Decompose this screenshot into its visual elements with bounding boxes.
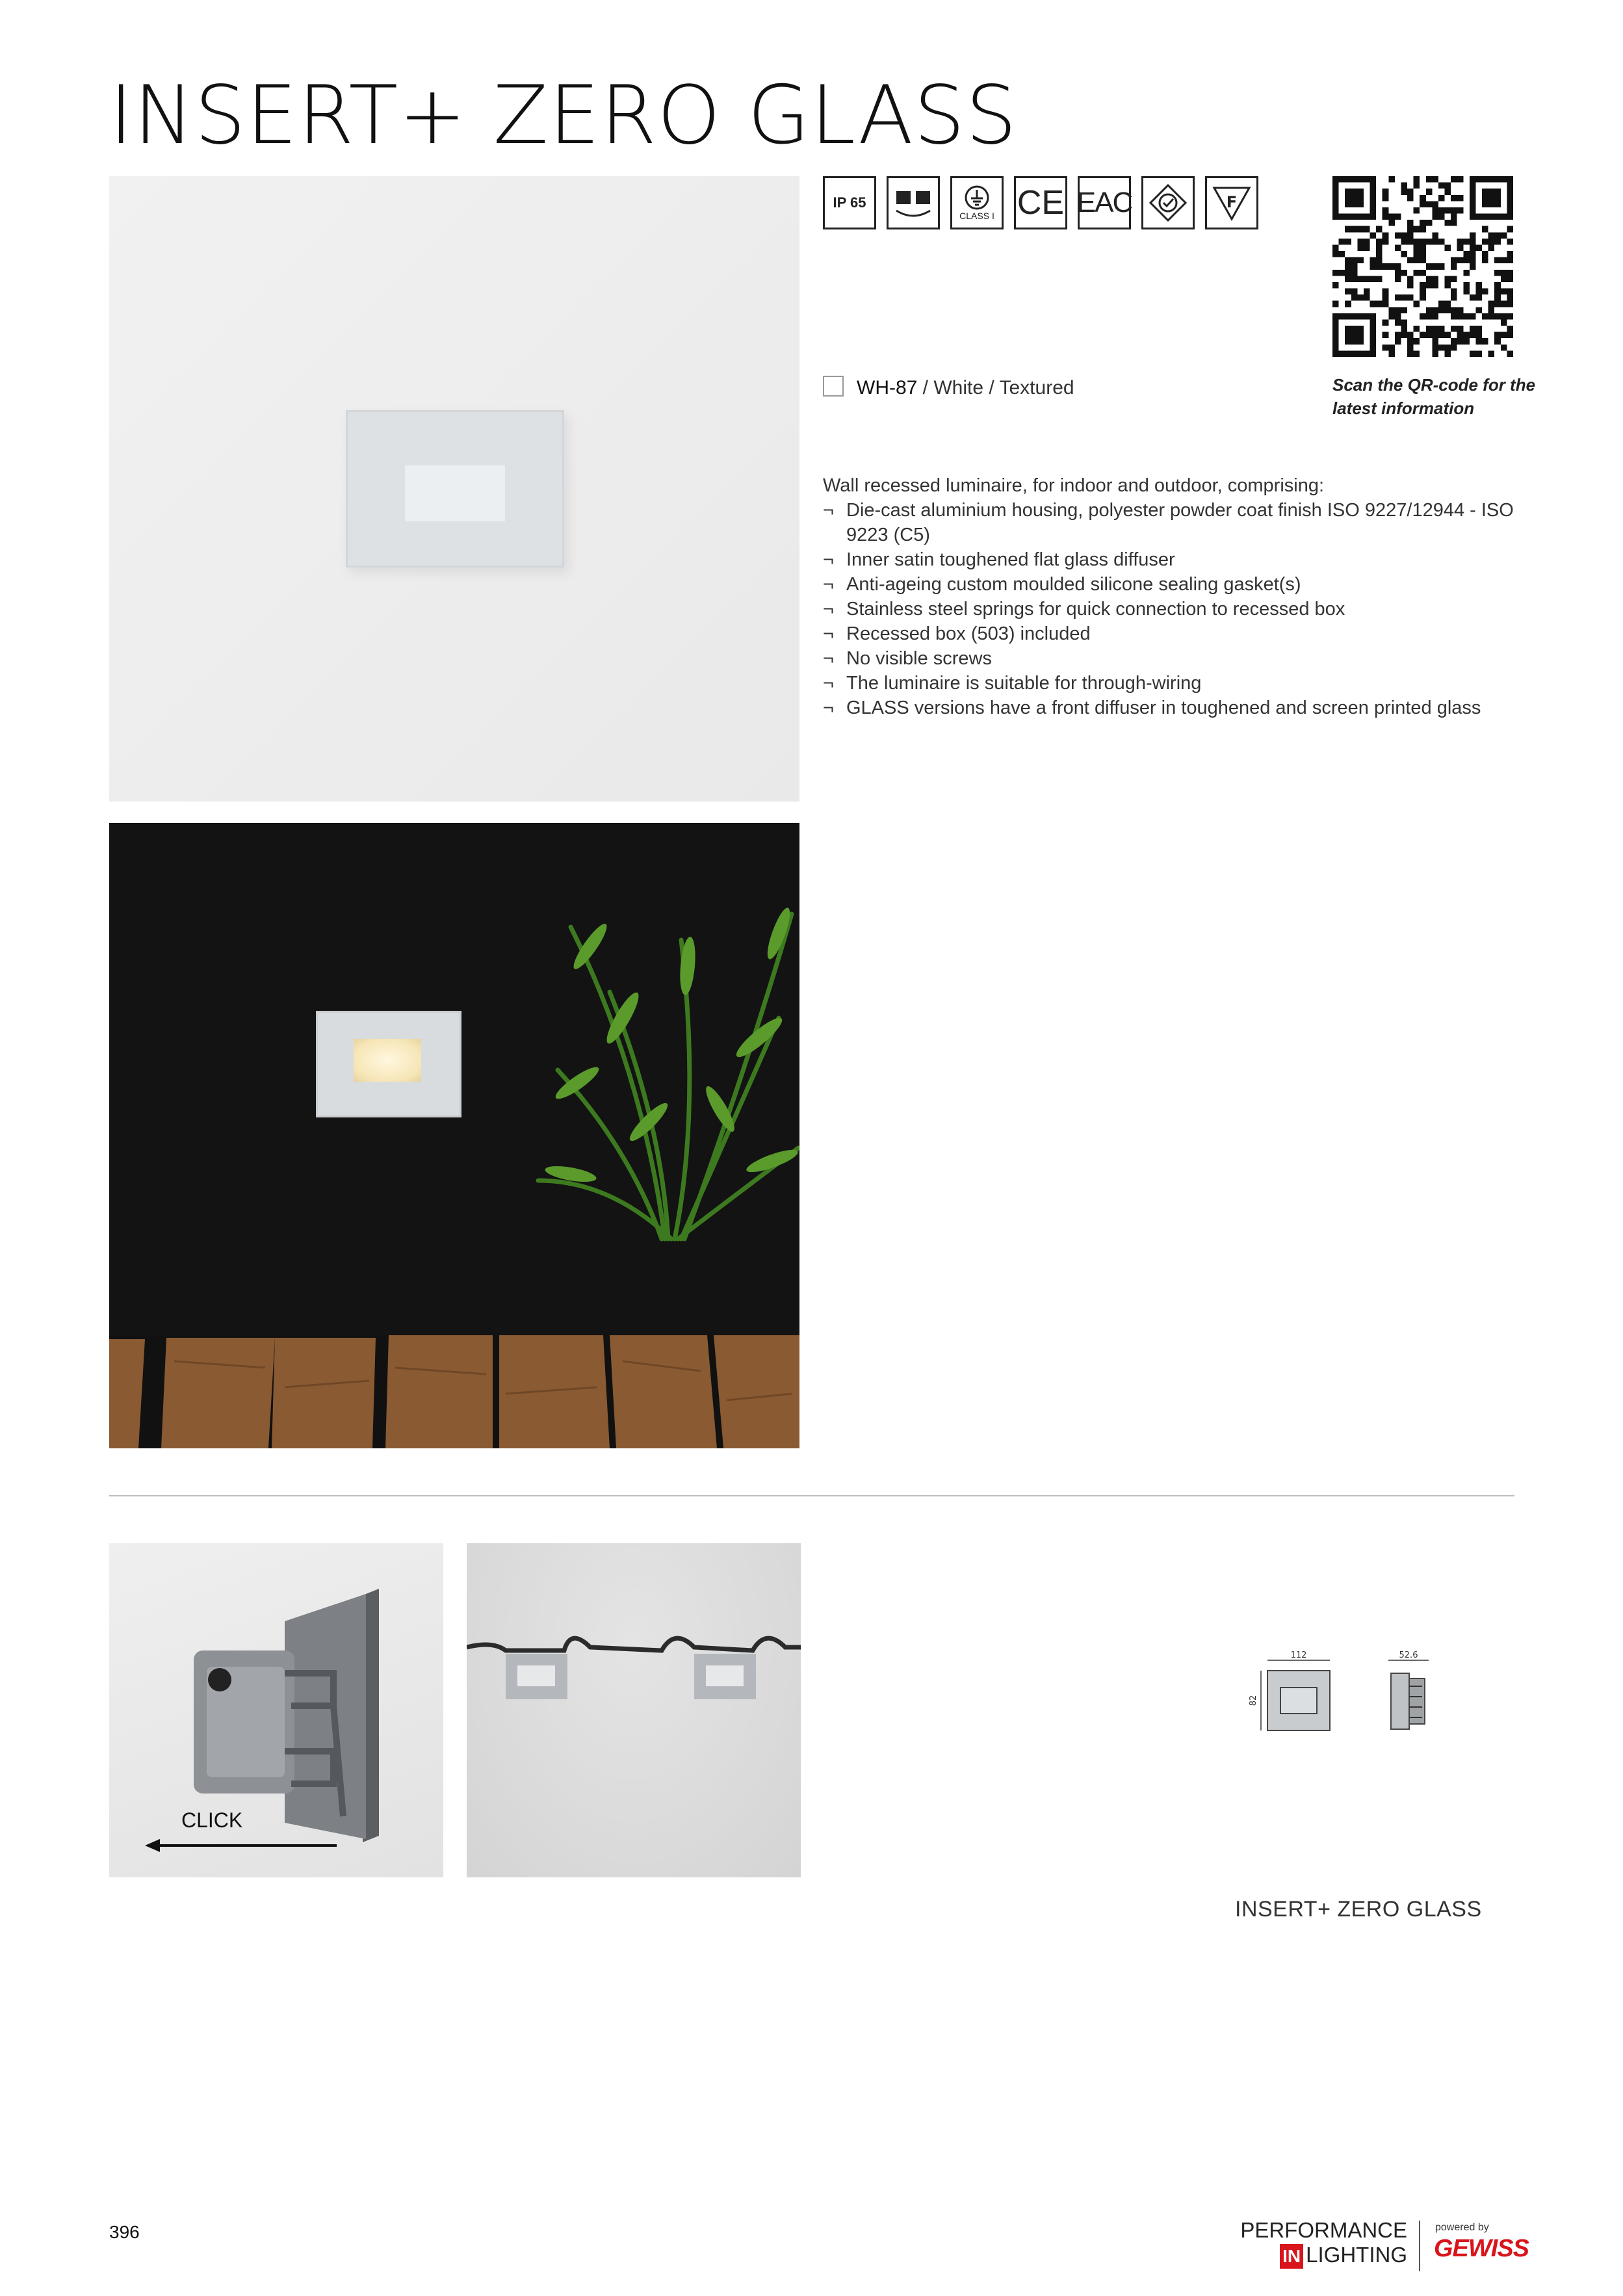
- ce-mark-icon: [1014, 176, 1067, 229]
- double-insulated-glyph: [892, 185, 934, 221]
- feature-item: ¬ Anti-ageing custom moulded silicone sealing gasket(s): [823, 572, 1518, 597]
- feature-item: ¬ Recessed box (503) included: [823, 621, 1518, 646]
- feature-item: ¬ GLASS versions have a front diffuser in toughened and screen printed glass: [823, 696, 1518, 720]
- housing-illustration: [109, 1543, 443, 1877]
- brand-bottom: LIGHTING: [1306, 2243, 1407, 2267]
- luminaire-plate: [346, 410, 564, 567]
- section-divider: [109, 1495, 1514, 1496]
- feature-list: [823, 498, 1518, 720]
- variant-option[interactable]: [823, 376, 1074, 400]
- through-wiring-photo: [467, 1543, 801, 1877]
- powered-by-label: powered by: [1435, 2222, 1489, 2233]
- wooden-bench-image: [109, 1335, 799, 1448]
- side-view: [1391, 1673, 1409, 1729]
- depth-dimension: 52.6: [1399, 1650, 1418, 1660]
- performance-in-lighting-logo: [1238, 2218, 1407, 2269]
- rcm-mark-icon: [1141, 176, 1195, 229]
- variant-code: WH-87: [857, 377, 918, 398]
- brand-top: PERFORMANCE: [1240, 2218, 1407, 2242]
- lit-diffuser: [354, 1039, 421, 1082]
- double-insulated-icon: [887, 176, 940, 229]
- drawing-caption: INSERT+ ZERO GLASS: [1235, 1897, 1482, 1922]
- feature-item: ¬ Stainless steel springs for quick connection to recessed box: [823, 597, 1518, 621]
- eac-mark-icon: [1078, 176, 1131, 229]
- feature-item: ¬ No visible screws: [823, 646, 1518, 671]
- variant-finish: / White / Textured: [917, 377, 1074, 398]
- ce-label: CE: [1017, 184, 1065, 222]
- gewiss-logo: GEWISS: [1434, 2235, 1529, 2262]
- qr-caption: Scan the QR-code for the latest information: [1332, 375, 1536, 418]
- brand-in: IN: [1280, 2244, 1303, 2269]
- f-mark-icon: [1205, 176, 1258, 229]
- earth-class-icon: [950, 176, 1004, 229]
- f-mark-glyph: [1210, 181, 1253, 224]
- earth-glyph: [964, 185, 990, 211]
- product-photo-light: [109, 176, 799, 802]
- ambient-photo-dark: [109, 823, 799, 1448]
- feature-item: ¬ Inner satin toughened flat glass diffuser: [823, 547, 1518, 572]
- ip65-icon: [823, 176, 876, 229]
- wiring-illustration: [467, 1543, 801, 1877]
- class-label: CLASS I: [959, 211, 994, 221]
- qr-code[interactable]: [1332, 176, 1513, 357]
- page-title: INSERT+ ZERO GLASS: [109, 69, 1018, 163]
- feature-item: ¬ The luminaire is suitable for through-wiring: [823, 671, 1518, 696]
- technical-drawing: [1235, 1647, 1443, 1751]
- height-dimension: 82: [1249, 1695, 1258, 1706]
- front-window: [1280, 1688, 1317, 1714]
- diffuser-window: [405, 465, 505, 521]
- brand-separator: [1419, 2221, 1420, 2271]
- feature-item: ¬ Die-cast aluminium housing, polyester powder coat finish ISO 9227/12944 - ISO 9223 (C5): [823, 498, 1518, 547]
- ip65-label: IP 65: [833, 194, 866, 211]
- installation-detail-photo: [109, 1543, 443, 1877]
- luminaire-plate-lit: [316, 1011, 461, 1117]
- width-dimension: 112: [1290, 1650, 1307, 1660]
- click-label: CLICK: [181, 1808, 243, 1832]
- description-intro: Wall recessed luminaire, for indoor and outdoor, comprising:: [823, 475, 1325, 496]
- product-description: [823, 473, 1518, 720]
- plant-image: [532, 875, 799, 1265]
- eac-label: EAC: [1076, 187, 1132, 218]
- f-mark-label: F: [1226, 193, 1238, 211]
- rcm-glyph: [1147, 181, 1189, 224]
- variant-checkbox[interactable]: [823, 376, 844, 397]
- page-number: 396: [109, 2222, 140, 2242]
